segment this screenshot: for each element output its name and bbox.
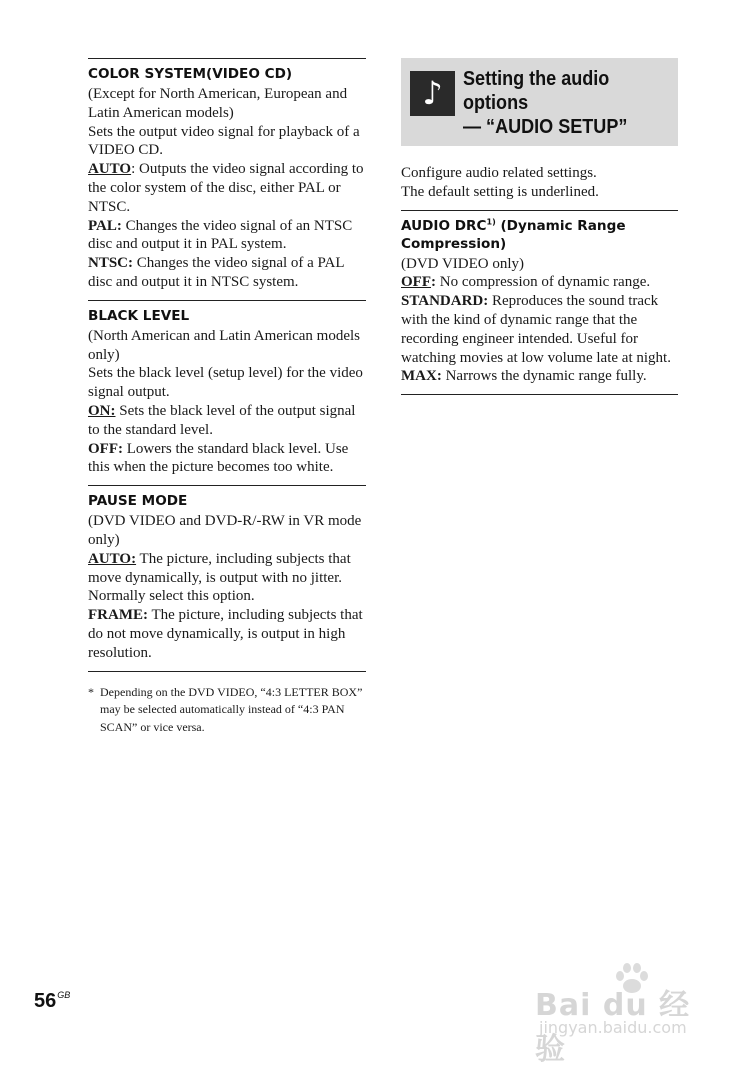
title-text: (Dynamic Range Compression) — [401, 217, 626, 252]
audio-drc-max-option — [401, 367, 678, 386]
option-text: Sets the black level of the output signal to the standard level. — [88, 402, 356, 438]
option-label: AUTO — [88, 161, 132, 178]
audio-drc-section — [401, 210, 678, 395]
color-system-pal-option — [88, 217, 366, 255]
pause-mode-frame-option — [88, 606, 366, 662]
option-label: NTSC: — [88, 255, 134, 272]
intro-line: The default setting is underlined. — [401, 183, 599, 200]
section-divider — [88, 671, 366, 672]
option-text: No compression of dynamic range. — [436, 274, 651, 291]
color-system-auto-option — [88, 160, 366, 216]
option-text: The picture, including subjects that do not move dynamically, is output in high resolution. — [88, 607, 363, 661]
audio-drc-title — [401, 217, 678, 253]
title-superscript: 1) — [486, 217, 496, 227]
color-system-ntsc-option — [88, 254, 366, 292]
option-colon: : — [431, 274, 436, 291]
footnote-text: Depending on the DVD VIDEO, “4:3 LETTER BOX” may be selected automatically instead of “4:3 PAN SCAN” or vice versa. — [100, 684, 363, 734]
option-text: Narrows the dynamic range fully. — [441, 368, 647, 385]
page-number-suffix: GB — [57, 990, 71, 1000]
option-label: OFF — [401, 274, 431, 291]
option-label: STANDARD: — [401, 293, 489, 310]
audio-drc-region: (DVD VIDEO only) — [401, 255, 525, 272]
black-level-title: BLACK LEVEL — [88, 307, 190, 324]
pause-mode-auto-option — [88, 550, 366, 606]
option-label: ON: — [88, 402, 116, 419]
option-label: FRAME: — [88, 607, 148, 624]
pause-mode-title: PAUSE MODE — [88, 493, 188, 510]
section-divider — [401, 394, 678, 395]
footnote-mark: * — [88, 684, 94, 699]
option-text: Changes the video signal of an NTSC disc and output it in PAL system. — [88, 217, 353, 253]
color-system-desc: Sets the output video signal for playback of a VIDEO CD. — [88, 123, 360, 159]
audio-drc-off-option — [401, 273, 678, 292]
option-label: OFF: — [88, 440, 123, 457]
color-system-section — [88, 58, 366, 300]
option-text: : Outputs the video signal according to the color system of the disc, either PAL or NTSC. — [88, 161, 364, 215]
black-level-off-option — [88, 440, 366, 478]
audio-setup-heading — [463, 67, 648, 139]
option-label: AUTO: — [88, 550, 137, 567]
black-level-section — [88, 300, 366, 485]
left-column — [88, 58, 366, 736]
music-note-icon: ♪ — [410, 71, 455, 116]
heading-line: — “AUDIO SETUP” — [463, 115, 628, 138]
option-text: Lowers the standard black level. Use this when the picture becomes too white. — [88, 440, 349, 476]
black-level-desc: Sets the black level (setup level) for the video signal output. — [88, 365, 363, 401]
page-number — [34, 990, 70, 1013]
black-level-region: (North American and Latin American models only) — [88, 327, 360, 363]
option-label: MAX: — [401, 368, 442, 385]
right-column — [401, 58, 678, 395]
footnote — [88, 684, 366, 737]
option-text: Reproduces the sound track with the kind of dynamic range that the recording engineer intended. Useful for watching movies at low volume late at night. — [401, 293, 671, 366]
title-text: AUDIO DRC — [401, 217, 487, 234]
color-system-title: COLOR SYSTEM(VIDEO CD) — [88, 66, 293, 82]
audio-setup-header — [401, 58, 678, 146]
heading-line: Setting the audio — [463, 67, 610, 90]
audio-setup-intro — [401, 164, 678, 210]
intro-line: Configure audio related settings. — [401, 165, 597, 181]
pause-mode-section — [88, 485, 366, 670]
option-text: Changes the video signal of a PAL disc and output it in NTSC system. — [88, 255, 344, 290]
watermark-logo-text: Bai du 经验 — [535, 988, 691, 1067]
watermark-url: jingyan.baidu.com — [539, 1018, 687, 1037]
option-text: The picture, including subjects that move dynamically, is output with no jitter. Normally select this option. — [88, 550, 351, 605]
page-number-value: 56 — [34, 990, 57, 1012]
heading-line: options — [463, 91, 529, 114]
black-level-on-option — [88, 402, 366, 440]
color-system-region: (Except for North American, European and Latin American models) — [88, 86, 348, 121]
baidu-watermark — [535, 960, 715, 1067]
pause-mode-region: (DVD VIDEO and DVD-R/-RW in VR mode only) — [88, 513, 362, 548]
option-label: PAL: — [88, 217, 122, 234]
audio-drc-standard-option — [401, 292, 678, 367]
